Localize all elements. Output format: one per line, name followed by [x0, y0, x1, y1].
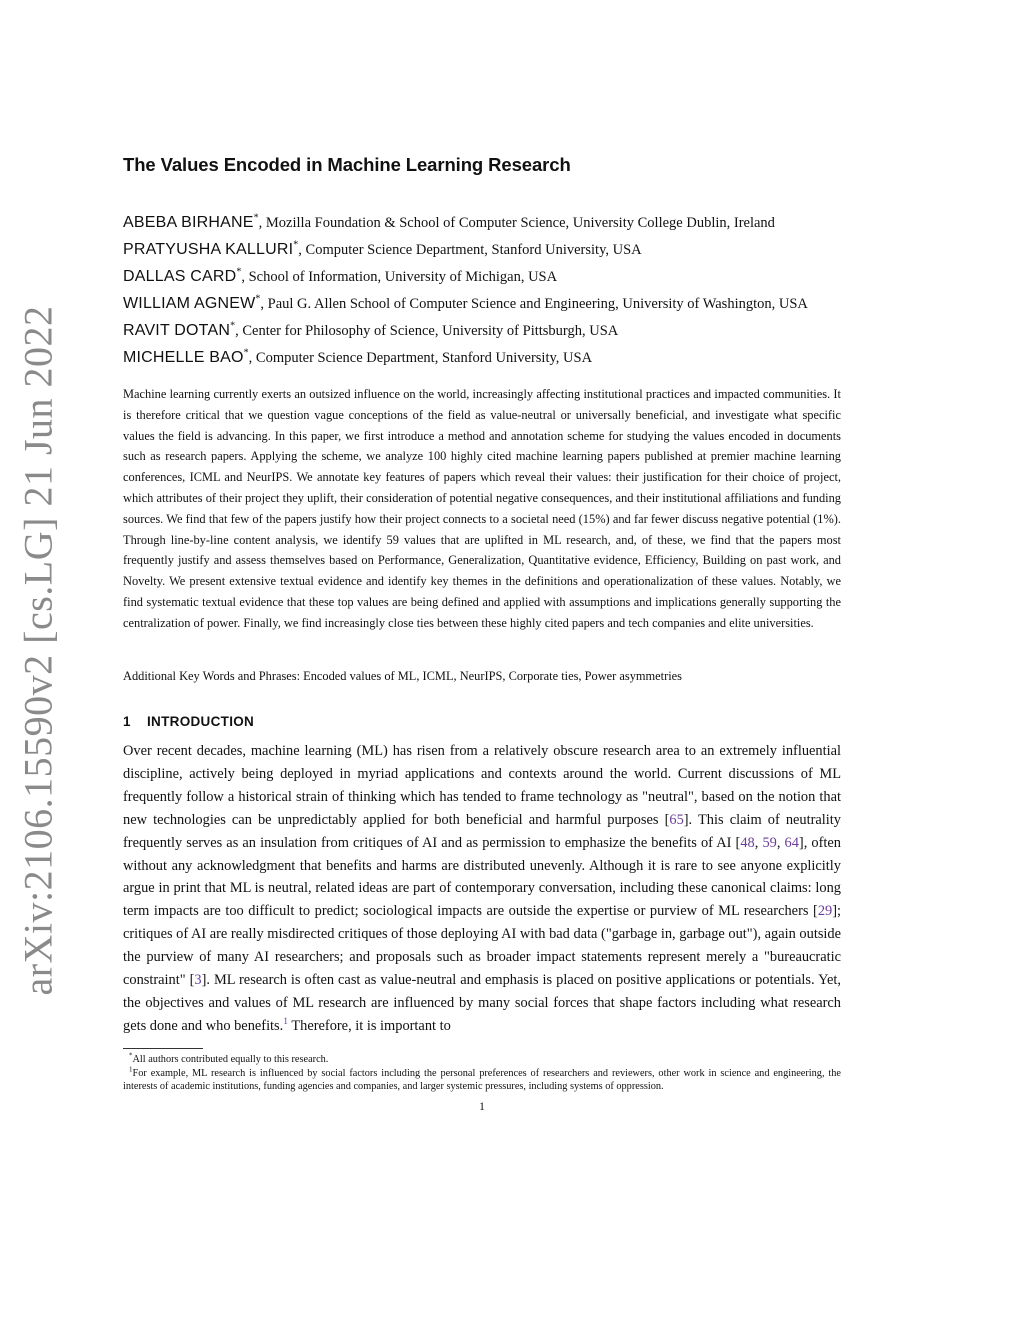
citation-separator: ,: [776, 834, 785, 851]
author-mark: *: [236, 266, 242, 278]
citation-link[interactable]: 48: [740, 834, 755, 851]
author-affiliation: , Mozilla Foundation & School of Computer Science, University College Dublin, Ireland: [258, 215, 775, 231]
author-entry: [123, 266, 853, 293]
author-entry: [123, 320, 853, 347]
arxiv-identifier-stamp: [8, 304, 68, 996]
section-heading: [123, 714, 254, 729]
author-name: ABEBA BIRHANE: [123, 214, 254, 231]
author-name: DALLAS CARD: [123, 268, 237, 285]
section-title: INTRODUCTION: [147, 714, 255, 729]
arxiv-identifier-text: arXiv:2106.15590v2 [cs.LG] 21 Jun 2022: [15, 304, 61, 996]
section-number: 1: [123, 714, 131, 729]
footnote: [123, 1053, 841, 1067]
intro-text: ]. ML research is often cast as value-neutral and emphasis is placed on positive applications or potentials. Yet, the objectives and values of ML research are influenced by many social forces that shape factors including what research gets done and who benefits.: [123, 972, 842, 1034]
citation-link[interactable]: 29: [817, 903, 833, 920]
footnote-divider: [123, 1048, 203, 1049]
footnote: [123, 1067, 841, 1094]
page-number: 1: [479, 1101, 485, 1113]
citation-link[interactable]: 64: [784, 834, 799, 851]
author-mark: *: [243, 347, 249, 359]
author-affiliation: , Center for Philosophy of Science, University of Pittsburgh, USA: [235, 323, 619, 339]
intro-text: Over recent decades, machine learning (ML) has risen from a relatively obscure research area to an extremely influential discipline, actively being deployed in myriad applications and contexts around the world. Current discussions of ML frequently follow a historical strain of thinking which has tended to frame technology as "neutral", based on the notion that new technologies can be unpredictably applied for both beneficial and harmful purposes [: [123, 743, 841, 828]
author-name: MICHELLE BAO: [123, 349, 244, 366]
introduction-paragraph: [123, 740, 841, 1038]
paper-title: The Values Encoded in Machine Learning Research: [123, 154, 571, 175]
author-entry: [123, 293, 853, 320]
intro-text: ]; critiques of AI are really misdirected critiques of those deploying AI with bad data ("garbage in, garbage out"), again outside the purview of many AI researchers; and proposals such as broader impact statements represent merely a "bureaucratic constraint" [: [123, 903, 841, 989]
author-affiliation: , Paul G. Allen School of Computer Science and Engineering, University of Washington, USA: [260, 296, 808, 312]
footnote-mark: *: [129, 1051, 133, 1060]
intro-text: ]. This claim of neutrality frequently serves as an insulation from critiques of AI and as permission to emphasize the benefits of AI [: [123, 811, 841, 851]
author-name: WILLIAM AGNEW: [123, 295, 256, 312]
citation-link[interactable]: 3: [194, 972, 202, 989]
author-entry: [123, 239, 853, 266]
footnote-mark: 1: [129, 1065, 133, 1074]
citation-link[interactable]: 59: [762, 834, 777, 851]
author-mark: *: [253, 212, 259, 224]
citation-link[interactable]: 65: [669, 811, 684, 828]
author-mark: *: [293, 239, 299, 251]
author-name: RAVIT DOTAN: [123, 322, 231, 339]
footnote-link[interactable]: 1: [283, 1017, 289, 1028]
author-name: PRATYUSHA KALLURI: [123, 241, 294, 258]
footnotes: [123, 1053, 841, 1094]
author-list: [123, 212, 853, 374]
author-affiliation: , School of Information, University of Michigan, USA: [241, 269, 558, 285]
author-mark: *: [230, 320, 236, 332]
author-entry: [123, 347, 853, 374]
author-affiliation: , Computer Science Department, Stanford University, USA: [248, 350, 593, 366]
footnote-text: For example, ML research is influenced by social factors including the personal preferences of researchers and reviewers, other work in science and engineering, the interests of academic institutions, funding agencies and companies, and larger systemic pressures, including systems of oppression.: [123, 1067, 841, 1092]
footnote-text: All authors contributed equally to this research.: [132, 1054, 329, 1065]
citation-separator: ,: [754, 834, 763, 851]
author-mark: *: [255, 293, 261, 305]
intro-text: Therefore, it is important to: [288, 1017, 451, 1034]
author-affiliation: , Computer Science Department, Stanford University, USA: [298, 242, 642, 258]
author-entry: [123, 212, 853, 239]
abstract: Machine learning currently exerts an outsized influence on the world, increasingly affecting institutional practices and impacted communities. It is therefore critical that we question vague conceptions of the field as value-neutral or universally beneficial, and investigate what specific values the field is advancing. In this paper, we first introduce a method and annotation scheme for studying the values encoded in documents such as research papers. Applying the scheme, we analyze 100 highly cited machine learning papers published at premier machine learning conferences, ICML and NeurIPS. We annotate key features of papers which reveal their values: their justification for their choice of project, which attributes of their project they uplift, their consideration of potential negative consequences, and their institutional affiliations and funding sources. We find that few of the papers justify how their project connects to a societal need (15%) and far fewer discuss negative potential (1%). Through line-by-line content analysis, we identify 59 values that are uplifted in ML research, and, of these, we find that the papers most frequently justify and assess themselves based on Performance, Generalization, Quantitative evidence, Efficiency, Building on past work, and Novelty. We present extensive textual evidence and identify key themes in the definitions and operationalization of these values. Notably, we find systematic textual evidence that these top values are being defined and applied with assumptions and implications generally supporting the centralization of power. Finally, we find increasingly close ties between these highly cited papers and tech companies and elite universities.: [123, 387, 841, 630]
keywords: Additional Key Words and Phrases: Encoded values of ML, ICML, NeurIPS, Corporate ties, Power asymmetries: [123, 669, 683, 683]
intro-text: ], often without any acknowledgment that benefits and harms are distributed unevenly. Although it is rare to see anyone explicitly argue in print that ML is neutral, related ideas are part of contemporary conversation, including these canonical claims: long term impacts are too difficult to predict; sociological impacts are outside the expertise or purview of ML researchers [: [123, 834, 841, 920]
